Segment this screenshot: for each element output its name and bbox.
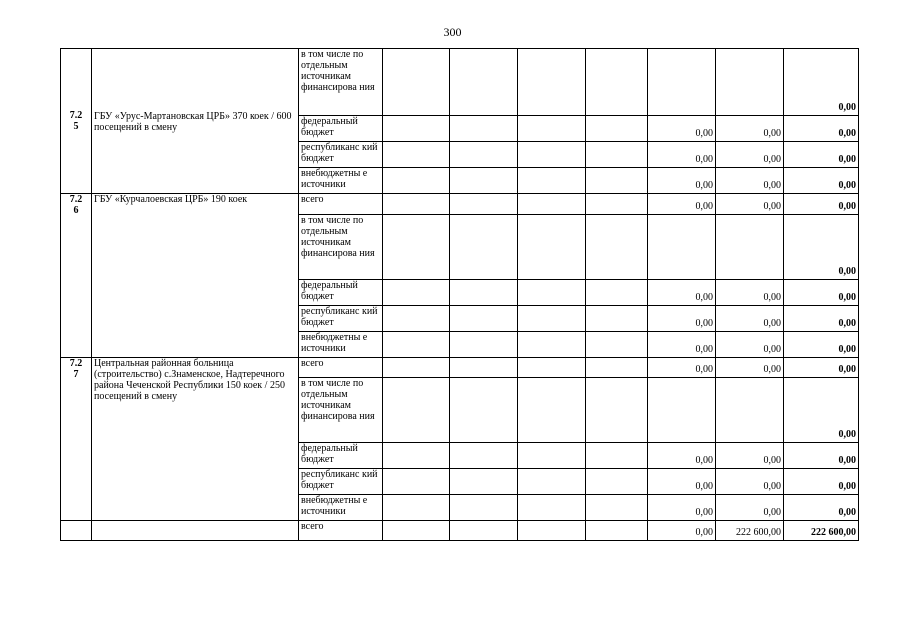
value-cell: 0,00 [648, 332, 716, 358]
value-cell: 0,00 [784, 469, 859, 495]
value-cell: 0,00 [784, 306, 859, 332]
value-cell: 0,00 [784, 215, 859, 280]
value-cell: 0,00 [648, 306, 716, 332]
value-cell: 0,00 [648, 142, 716, 168]
value-cell: 0,00 [716, 495, 784, 521]
value-cell: 0,00 [716, 194, 784, 215]
value-cell: 0,00 [784, 495, 859, 521]
value-cell: 0,00 [784, 168, 859, 194]
value-cell: 0,00 [716, 168, 784, 194]
value-cell: 0,00 [648, 280, 716, 306]
value-cell: 0,00 [784, 358, 859, 378]
value-cell: 0,00 [648, 168, 716, 194]
category-label: в том числе по отдельным источникам финансирова ния [299, 49, 383, 116]
row-code: 7.2 7 [61, 358, 92, 521]
total-value-cell: 222 600,00 [716, 521, 784, 541]
value-cell: 0,00 [716, 116, 784, 142]
category-label: в том числе по отдельным источникам финансирова ния [299, 378, 383, 443]
table-row [61, 358, 859, 378]
category-label: внебюджетны е источники [299, 332, 383, 358]
category-label: республиканс кий бюджет [299, 306, 383, 332]
table-row [61, 49, 859, 116]
value-cell: 0,00 [716, 358, 784, 378]
value-cell: 0,00 [784, 443, 859, 469]
total-value-cell: 0,00 [648, 521, 716, 541]
value-cell: 0,00 [648, 443, 716, 469]
value-cell: 0,00 [716, 443, 784, 469]
value-cell: 0,00 [784, 49, 859, 116]
category-label: республиканс кий бюджет [299, 469, 383, 495]
category-label: всего [299, 358, 383, 378]
row-name: ГБУ «Курчалоевская ЦРБ» 190 коек [92, 194, 299, 358]
table-row-total [61, 521, 859, 541]
category-label: внебюджетны е источники [299, 495, 383, 521]
table-row [61, 194, 859, 215]
value-cell: 0,00 [784, 280, 859, 306]
value-cell: 0,00 [784, 332, 859, 358]
category-label: внебюджетны е источники [299, 168, 383, 194]
row-code: 7.2 6 [61, 194, 92, 358]
category-label: всего [299, 521, 383, 541]
row-name: Центральная районная больница (строительство) с.Знаменское, Надтеречного района Чеченской Республики 150 коек / 250 посещений в смену [92, 358, 299, 521]
row-name: ГБУ «Урус-Мартановская ЦРБ» 370 коек / 600 посещений в смену [92, 49, 299, 194]
value-cell: 0,00 [716, 142, 784, 168]
value-cell: 0,00 [648, 116, 716, 142]
value-cell: 0,00 [648, 495, 716, 521]
value-cell: 0,00 [716, 280, 784, 306]
financing-table [60, 48, 859, 541]
value-cell: 0,00 [648, 358, 716, 378]
category-label: республиканс кий бюджет [299, 142, 383, 168]
value-cell: 0,00 [648, 469, 716, 495]
total-value-cell: 222 600,00 [784, 521, 859, 541]
value-cell: 0,00 [648, 194, 716, 215]
category-label: федеральный бюджет [299, 116, 383, 142]
value-cell: 0,00 [784, 378, 859, 443]
value-cell: 0,00 [784, 116, 859, 142]
category-label: всего [299, 194, 383, 215]
category-label: федеральный бюджет [299, 443, 383, 469]
row-code: 7.2 5 [61, 49, 92, 194]
value-cell: 0,00 [784, 142, 859, 168]
value-cell: 0,00 [716, 306, 784, 332]
value-cell: 0,00 [716, 332, 784, 358]
category-label: в том числе по отдельным источникам финансирова ния [299, 215, 383, 280]
value-cell: 0,00 [784, 194, 859, 215]
page-number: 300 [443, 25, 462, 39]
category-label: федеральный бюджет [299, 280, 383, 306]
value-cell: 0,00 [716, 469, 784, 495]
